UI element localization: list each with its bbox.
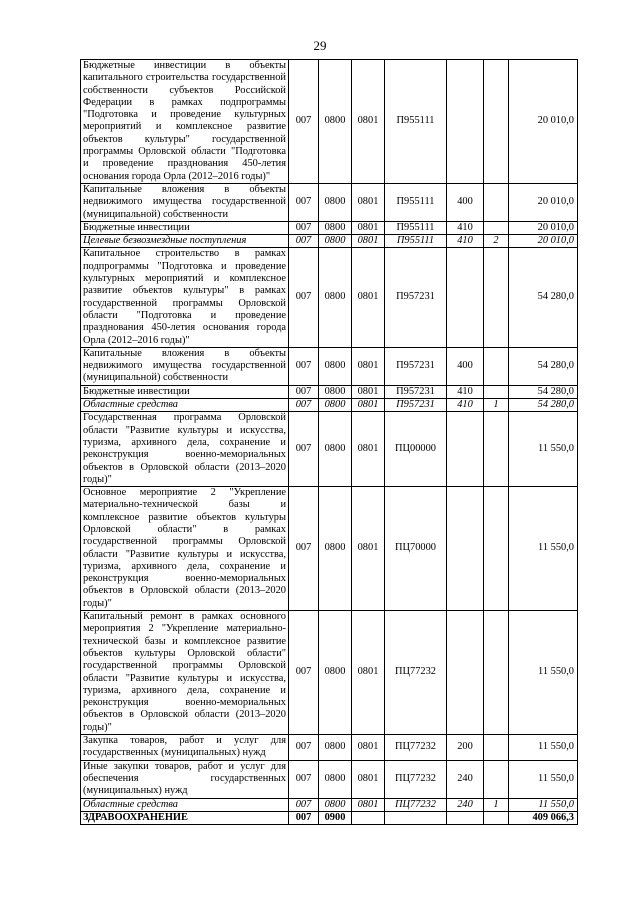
row-name: Бюджетные инвестиции — [81, 385, 289, 398]
row-amount: 409 066,3 — [509, 811, 578, 824]
row-pr: 0801 — [352, 60, 385, 184]
row-amount: 11 550,0 — [509, 760, 578, 798]
table-row — [81, 183, 578, 221]
row-gr: 007 — [289, 221, 319, 234]
row-pr: 0801 — [352, 248, 385, 347]
table-row — [81, 399, 578, 412]
row-pr: 0801 — [352, 385, 385, 398]
row-amount: 20 010,0 — [509, 235, 578, 248]
row-name: ЗДРАВООХРАНЕНИЕ — [81, 811, 289, 824]
row-rz: 0800 — [319, 183, 352, 221]
row-cs: ПЦ00000 — [385, 412, 447, 487]
row-rz: 0800 — [319, 798, 352, 811]
row-pr — [352, 811, 385, 824]
row-name: Иные закупки товаров, работ и услуг для обеспечения государственных (муниципальных) нужд — [81, 760, 289, 798]
row-name: Областные средства — [81, 399, 289, 412]
row-ist — [484, 347, 509, 385]
row-vr: 410 — [447, 385, 484, 398]
row-amount: 54 280,0 — [509, 347, 578, 385]
row-vr: 410 — [447, 399, 484, 412]
page-number: 29 — [313, 38, 327, 53]
row-gr: 007 — [289, 811, 319, 824]
row-name: Бюджетные инвестиции — [81, 221, 289, 234]
row-gr: 007 — [289, 60, 319, 184]
row-ist — [484, 487, 509, 611]
row-gr: 007 — [289, 347, 319, 385]
row-cs: П957231 — [385, 347, 447, 385]
row-name: Капитальные вложения в объекты недвижимого имущества государственной (муниципальной) собственности — [81, 347, 289, 385]
row-rz: 0800 — [319, 760, 352, 798]
row-cs: ПЦ77232 — [385, 760, 447, 798]
row-ist: 1 — [484, 399, 509, 412]
row-pr: 0801 — [352, 412, 385, 487]
row-gr: 007 — [289, 487, 319, 611]
table-row — [81, 385, 578, 398]
row-ist — [484, 248, 509, 347]
row-pr: 0801 — [352, 221, 385, 234]
row-name: Основное мероприятие 2 "Укрепление материально-технической базы и комплексное развитие объектов культуры Орловской области" в рамках государственной программы Орловской области "Развитие культуры и искусства, туризма, архивного дела, сохранение и реконструкция военно-мемориальных объектов в Орловской области (2013–2020 годы)" — [81, 487, 289, 611]
row-pr: 0801 — [352, 735, 385, 761]
row-amount: 54 280,0 — [509, 385, 578, 398]
row-pr: 0801 — [352, 235, 385, 248]
row-gr: 007 — [289, 183, 319, 221]
row-cs: П955111 — [385, 235, 447, 248]
row-amount: 11 550,0 — [509, 735, 578, 761]
row-vr: 400 — [447, 347, 484, 385]
row-amount: 20 010,0 — [509, 183, 578, 221]
row-name: Капитальное строительство в рамках подпрограммы "Подготовка и проведение культурных мероприятий и комплексное развитие объектов культуры" в рамках государственной программы Орловской области "Подготовка и проведение празднования 450-летия основания города Орла (2012–2016 годы)" — [81, 248, 289, 347]
row-vr — [447, 248, 484, 347]
row-cs — [385, 811, 447, 824]
table-row — [81, 811, 578, 824]
row-vr: 410 — [447, 235, 484, 248]
row-rz: 0800 — [319, 248, 352, 347]
row-rz: 0900 — [319, 811, 352, 824]
row-vr: 240 — [447, 760, 484, 798]
row-rz: 0800 — [319, 385, 352, 398]
row-vr — [447, 60, 484, 184]
row-amount: 54 280,0 — [509, 248, 578, 347]
row-ist — [484, 183, 509, 221]
row-pr: 0801 — [352, 183, 385, 221]
row-vr — [447, 611, 484, 735]
row-amount: 54 280,0 — [509, 399, 578, 412]
row-ist — [484, 611, 509, 735]
row-amount: 11 550,0 — [509, 412, 578, 487]
row-amount: 11 550,0 — [509, 611, 578, 735]
row-rz: 0800 — [319, 735, 352, 761]
row-rz: 0800 — [319, 399, 352, 412]
row-gr: 007 — [289, 385, 319, 398]
row-name: Капитальный ремонт в рамках основного мероприятия 2 "Укрепление материально-технической базы и комплексное развитие объектов культуры Орловской области" государственной программы Орловской области "Развитие культуры и искусства, туризма, архивного дела, сохранение и реконструкция военно-мемориальных объектов в Орловской области (2013–2020 годы)" — [81, 611, 289, 735]
row-name: Государственная программа Орловской области "Развитие культуры и искусства, туризма, архивного дела, сохранение и реконструкция военно-мемориальных объектов в Орловской области (2013–2020 годы)" — [81, 412, 289, 487]
row-amount: 11 550,0 — [509, 798, 578, 811]
row-ist — [484, 811, 509, 824]
row-vr — [447, 412, 484, 487]
row-ist — [484, 221, 509, 234]
row-ist — [484, 385, 509, 398]
row-rz: 0800 — [319, 235, 352, 248]
row-cs: П955111 — [385, 221, 447, 234]
row-cs: ПЦ70000 — [385, 487, 447, 611]
row-cs: П957231 — [385, 248, 447, 347]
row-pr: 0801 — [352, 760, 385, 798]
row-amount: 20 010,0 — [509, 60, 578, 184]
row-gr: 007 — [289, 248, 319, 347]
table-row — [81, 735, 578, 761]
table-row — [81, 611, 578, 735]
row-vr — [447, 811, 484, 824]
row-cs: П957231 — [385, 399, 447, 412]
row-gr: 007 — [289, 235, 319, 248]
row-gr: 007 — [289, 798, 319, 811]
row-ist — [484, 60, 509, 184]
row-rz: 0800 — [319, 347, 352, 385]
row-vr: 410 — [447, 221, 484, 234]
row-pr: 0801 — [352, 347, 385, 385]
row-rz: 0800 — [319, 487, 352, 611]
row-name: Бюджетные инвестиции в объекты капитального строительства государственной собственности субъектов Российской Федерации в рамках подпрограммы "Подготовка и проведение культурных мероприятий и комплексное развитие объектов культуры" государственной программы Орловской области "Подготовка и проведение празднования 450-летия основания города Орла (2012–2016 годы)" — [81, 60, 289, 184]
row-name: Целевые безвозмездные поступления — [81, 235, 289, 248]
row-ist: 2 — [484, 235, 509, 248]
row-name: Закупка товаров, работ и услуг для государственных (муниципальных) нужд — [81, 735, 289, 761]
row-cs: ПЦ77232 — [385, 735, 447, 761]
budget-table-body — [81, 60, 578, 825]
table-row — [81, 347, 578, 385]
row-gr: 007 — [289, 735, 319, 761]
row-name: Областные средства — [81, 798, 289, 811]
row-amount: 11 550,0 — [509, 487, 578, 611]
row-gr: 007 — [289, 399, 319, 412]
row-cs: П955111 — [385, 183, 447, 221]
row-gr: 007 — [289, 611, 319, 735]
row-rz: 0800 — [319, 60, 352, 184]
row-rz: 0800 — [319, 412, 352, 487]
table-row — [81, 487, 578, 611]
row-ist — [484, 412, 509, 487]
table-row — [81, 798, 578, 811]
row-vr: 240 — [447, 798, 484, 811]
row-rz: 0800 — [319, 611, 352, 735]
row-pr: 0801 — [352, 611, 385, 735]
row-cs: ПЦ77232 — [385, 611, 447, 735]
budget-table — [80, 59, 578, 825]
row-rz: 0800 — [319, 221, 352, 234]
row-pr: 0801 — [352, 487, 385, 611]
row-name: Капитальные вложения в объекты недвижимого имущества государственной (муниципальной) собственности — [81, 183, 289, 221]
row-gr: 007 — [289, 412, 319, 487]
row-vr: 200 — [447, 735, 484, 761]
table-row — [81, 412, 578, 487]
row-gr: 007 — [289, 760, 319, 798]
row-cs: П955111 — [385, 60, 447, 184]
table-row — [81, 60, 578, 184]
table-row — [81, 235, 578, 248]
row-amount: 20 010,0 — [509, 221, 578, 234]
table-row — [81, 760, 578, 798]
table-row — [81, 221, 578, 234]
row-vr — [447, 487, 484, 611]
row-cs: ПЦ77232 — [385, 798, 447, 811]
row-ist: 1 — [484, 798, 509, 811]
row-pr: 0801 — [352, 798, 385, 811]
row-pr: 0801 — [352, 399, 385, 412]
row-vr: 400 — [447, 183, 484, 221]
row-ist — [484, 760, 509, 798]
table-row — [81, 248, 578, 347]
row-cs: П957231 — [385, 385, 447, 398]
row-ist — [484, 735, 509, 761]
